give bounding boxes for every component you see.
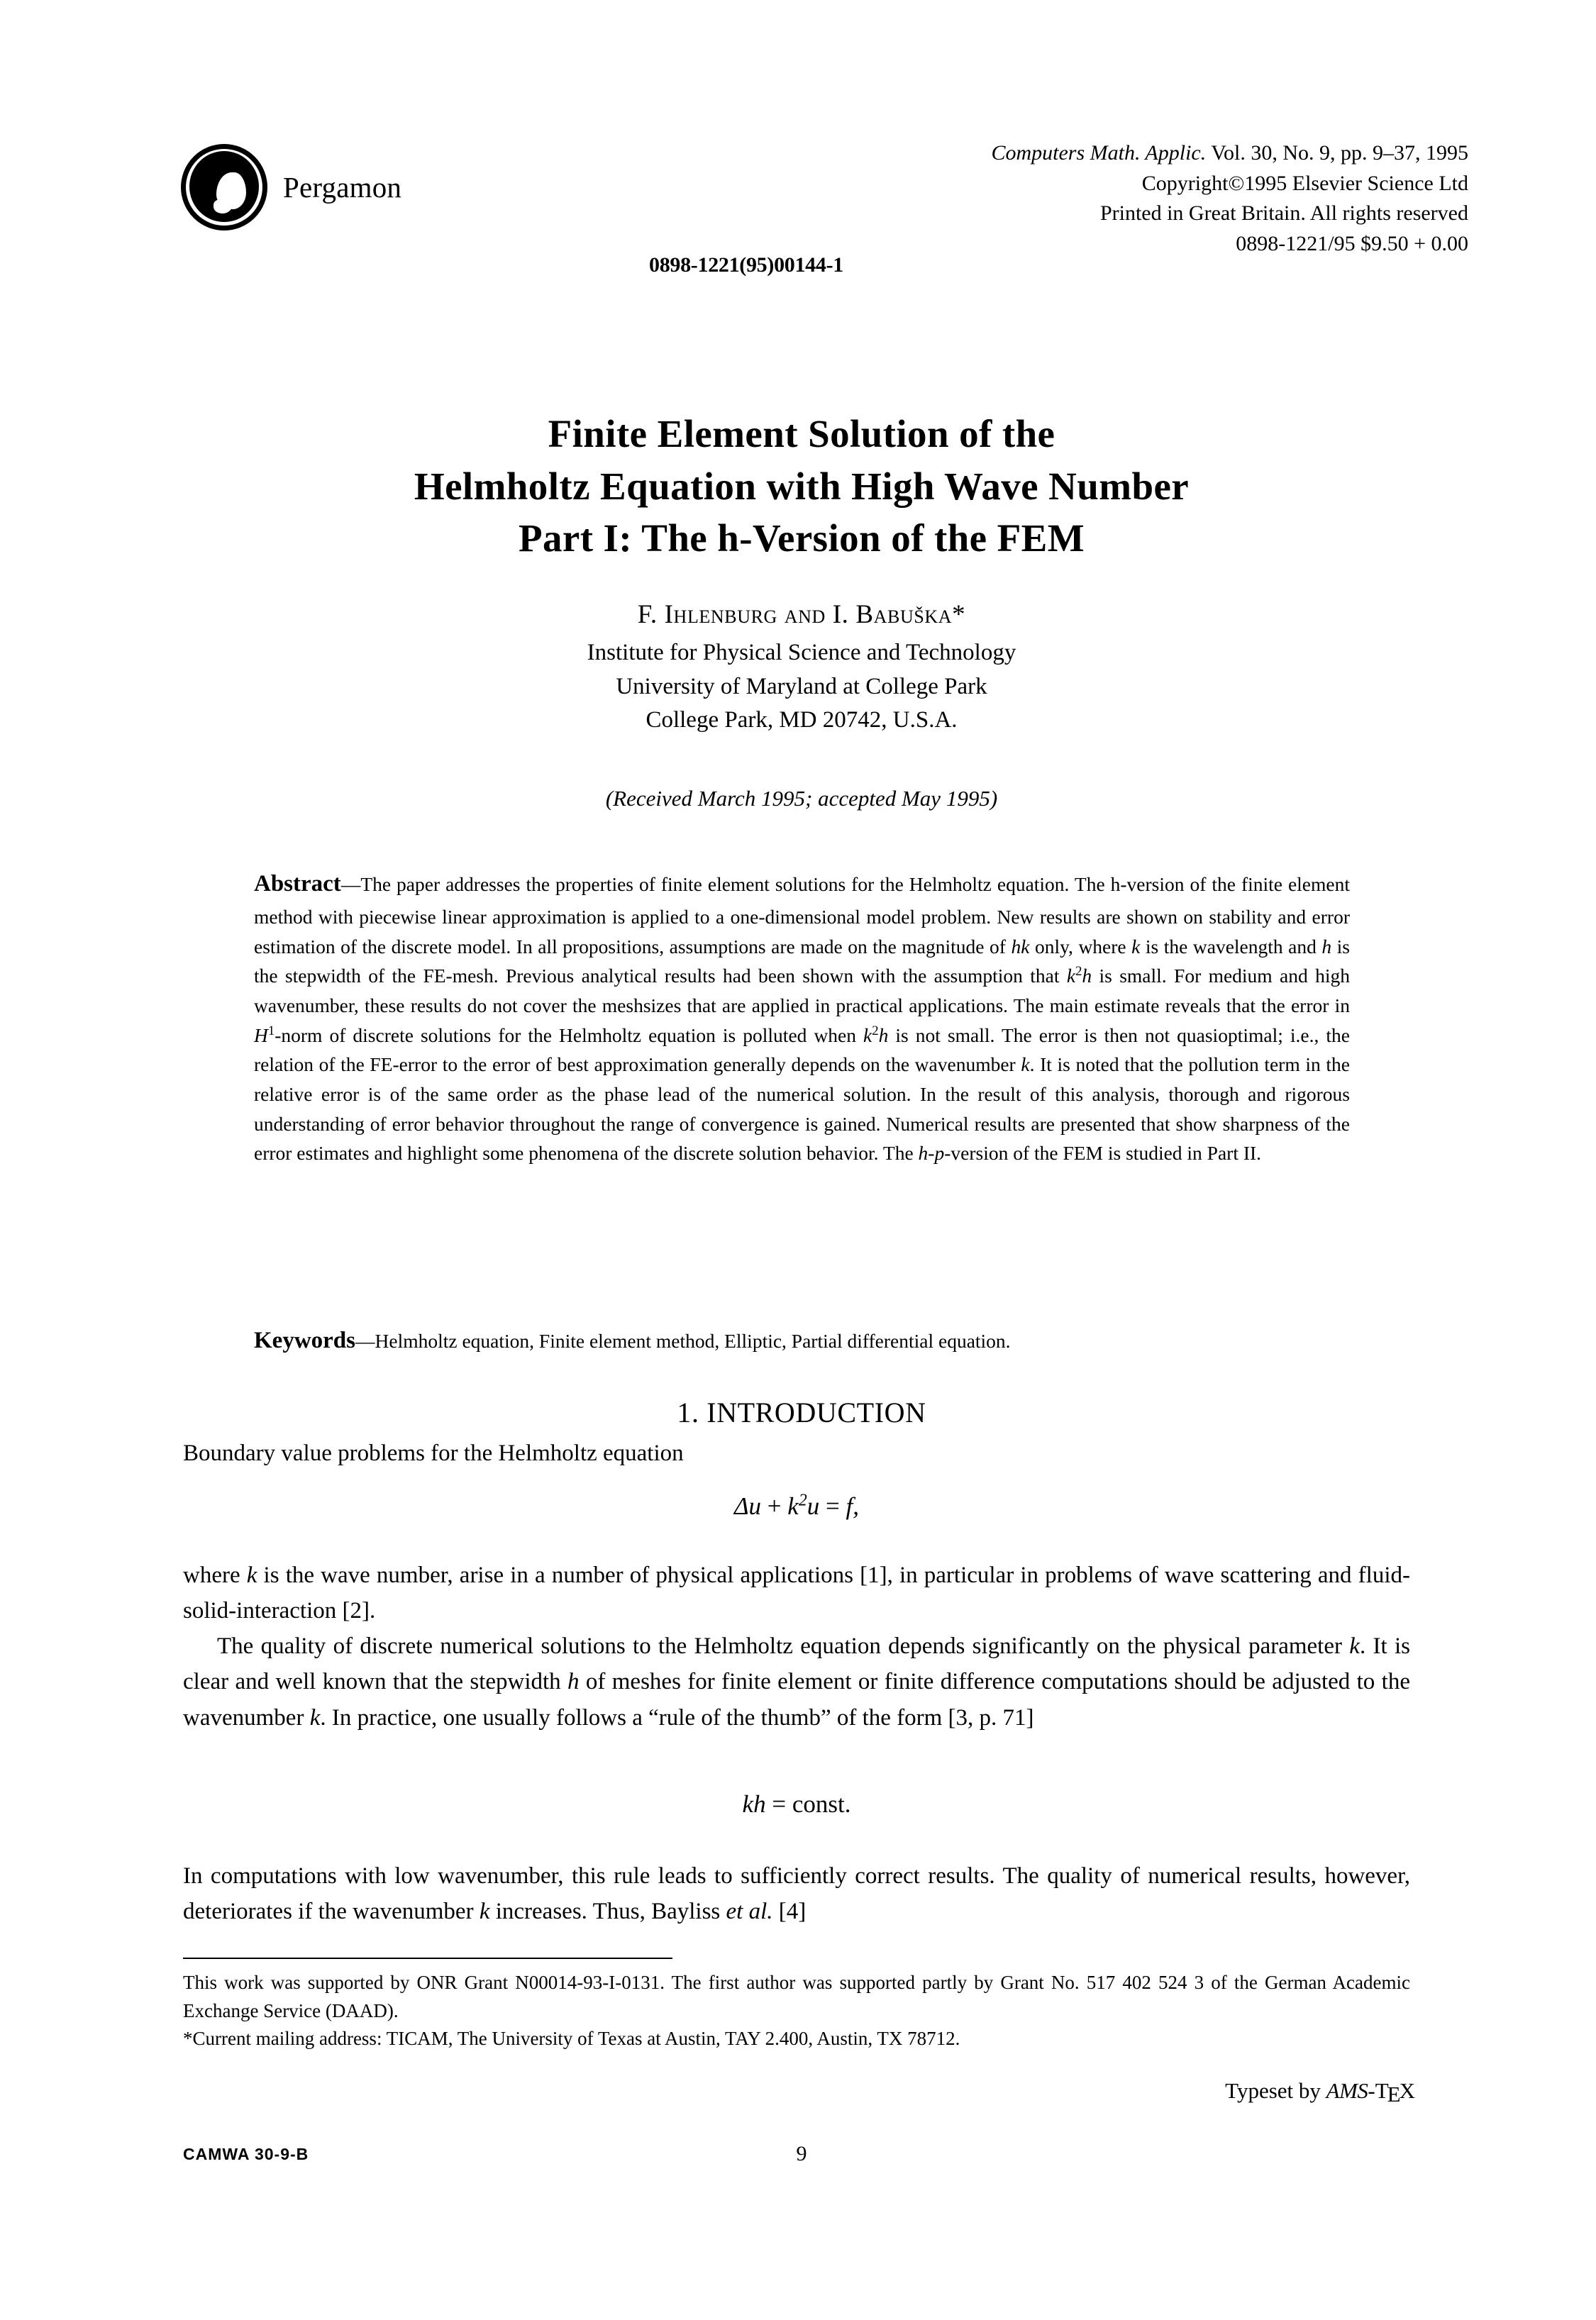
abstract-label: Abstract bbox=[254, 871, 341, 897]
p3-math-k-2: k bbox=[309, 1704, 321, 1731]
p3-math-k-1: k bbox=[1349, 1633, 1360, 1660]
author-surname-2: Babuška bbox=[855, 600, 953, 629]
received-accepted-line: (Received March 1995; accepted May 1995) bbox=[605, 786, 998, 811]
abstract-math-h-1: h bbox=[1321, 935, 1332, 958]
publisher-logo-block bbox=[181, 144, 401, 231]
publisher-name: Pergamon bbox=[283, 171, 402, 204]
copyright-line: Copyright©1995 Elsevier Science Ltd bbox=[1141, 171, 1468, 195]
journal-name: Computers Math. Applic. bbox=[991, 141, 1207, 165]
footnote-separator-rule bbox=[183, 1958, 672, 1959]
keywords-list: Helmholtz equation, Finite element method, Elliptic, Partial differential equation. bbox=[375, 1330, 1011, 1352]
abstract-text-2: only, where bbox=[1029, 935, 1132, 958]
body-paragraph-group-2 bbox=[183, 1558, 1410, 1736]
printed-line: Printed in Great Britain. All rights reserved bbox=[1099, 201, 1468, 226]
body-paragraph-4 bbox=[183, 1858, 1410, 1929]
typeset-tex-x: X bbox=[1399, 2078, 1415, 2103]
typeset-tex-t: -T bbox=[1368, 2078, 1389, 2103]
abstract-math-k2h-1-tail: h bbox=[1082, 965, 1092, 987]
affiliation-line-1: Institute for Physical Science and Technology bbox=[587, 640, 1016, 665]
p4-text-b: increases. Thus, Bayliss bbox=[489, 1899, 726, 1925]
abstract-text-5: is small. For medium and high wavenumber, these results do not cover the meshsizes that are applied in practical applications. The main estimate reveals that the error in bbox=[254, 965, 1351, 1016]
abstract-text-3: is the wavelength and bbox=[1140, 935, 1322, 958]
footnote-funding: This work was supported by ONR Grant N00014-93-I-0131. The first author was supported partly by Grant No. 517 402 524 3 of the German Academic Exchange Service (DAAD). bbox=[183, 1972, 1410, 2021]
article-code: 0898-1221(95)00144-1 bbox=[649, 253, 843, 277]
p4-math-k: k bbox=[479, 1899, 490, 1925]
author-conjunction: and I. bbox=[777, 600, 856, 629]
pergamon-coin-logo-icon bbox=[181, 144, 267, 231]
abstract-math-k2h-2-exponent: 2 bbox=[872, 1023, 879, 1038]
p3-text-c: of meshes for finite element or finite difference computations should be adjusted to the wavenumber bbox=[183, 1669, 1410, 1731]
abstract-text-4: is the stepwidth of the FE-mesh. Previous analytical results had been shown with the assumption that bbox=[254, 935, 1351, 987]
author-initial-1: F. bbox=[637, 600, 665, 629]
keywords-block bbox=[254, 1323, 1350, 1359]
author-byline bbox=[128, 599, 1475, 630]
author-surname-1: Ihlenburg bbox=[664, 600, 777, 629]
author-block bbox=[128, 599, 1475, 738]
abstract-math-k2h-1-exponent: 2 bbox=[1075, 964, 1082, 979]
abstract-text-7: is not small. The error is then not quasioptimal; i.e., the relation of the FE-error to the error of best approximation generally depends on the wavenumber bbox=[254, 1023, 1350, 1076]
title-line-1: Finite Element Solution of the bbox=[548, 412, 1055, 455]
equation-rule-of-thumb bbox=[183, 1790, 1410, 1819]
publication-info bbox=[991, 138, 1468, 259]
intro-sentence: Boundary value problems for the Helmholtz equation bbox=[183, 1441, 684, 1466]
eq1-delta-u: Δu bbox=[734, 1492, 762, 1520]
abstract-block bbox=[254, 867, 1350, 1168]
affiliation-line-3: College Park, MD 20742, U.S.A. bbox=[645, 707, 958, 733]
p4-text-c: [4] bbox=[772, 1899, 807, 1925]
abstract-math-k2h-1: k bbox=[1066, 965, 1076, 987]
abstract-text-9: -version of the FEM is studied in Part II. bbox=[944, 1142, 1262, 1165]
p3-text-a: The quality of discrete numerical solutions to the Helmholtz equation depends significantly on the physical parameter bbox=[217, 1633, 1350, 1660]
keywords-dash: — bbox=[355, 1330, 375, 1352]
eq2-equals: = bbox=[765, 1790, 792, 1818]
eq1-equals: = bbox=[819, 1492, 846, 1520]
p2-math-k: k bbox=[246, 1563, 257, 1588]
eq1-plus: + bbox=[761, 1492, 788, 1520]
footnote-mailing-address: *Current mailing address: TICAM, The University of Texas at Austin, TAY 2.400, Austin, TX 78712. bbox=[183, 2028, 960, 2050]
body-paragraph-3 bbox=[183, 1628, 1410, 1735]
eq1-u: u bbox=[807, 1492, 820, 1520]
abstract-text-1: The paper addresses the properties of finite element solutions for the Helmholtz equation. The h-version of the finite element method with piecewise linear approximation is applied to a one-dimensional model problem. New results are shown on stability and error estimation of the discrete model. In all propositions, assumptions are made on the magnitude of bbox=[254, 873, 1350, 958]
abstract-math-H: H bbox=[254, 1023, 268, 1046]
abstract-math-k2h-2: k bbox=[863, 1023, 872, 1046]
footnote-block bbox=[183, 1969, 1410, 2053]
page-title bbox=[128, 408, 1475, 565]
abstract-math-hk: hk bbox=[1011, 935, 1030, 958]
affiliation-line-2: University of Maryland at College Park bbox=[616, 673, 987, 699]
eq2-kh: kh bbox=[742, 1790, 766, 1818]
title-line-3: Part I: The h-Version of the FEM bbox=[518, 516, 1085, 560]
p3-text-b: . It is clear and well known that the stepwidth bbox=[183, 1633, 1410, 1695]
typeset-credit bbox=[1225, 2078, 1415, 2107]
page-number: 9 bbox=[796, 2142, 807, 2165]
abstract-math-hp: h-p bbox=[918, 1142, 945, 1165]
typeset-prefix: Typeset by bbox=[1225, 2078, 1326, 2103]
body-paragraph-group-4 bbox=[183, 1858, 1410, 1929]
abstract-text-8: . It is noted that the pollution term in the relative error is of the same order as the phase lead of the numerical solution. In the result of this analysis, thorough and rigorous understanding of error behavior throughout the range of convergence is gained. Numerical results are presented that show sharpness of the error estimates and highlight some phenomena of the discrete solution behavior. The bbox=[254, 1053, 1350, 1165]
keywords-label: Keywords bbox=[254, 1328, 355, 1353]
eq1-k-exponent: 2 bbox=[798, 1491, 807, 1510]
p4-etal: et al. bbox=[726, 1899, 773, 1925]
masthead bbox=[181, 138, 1468, 294]
eq1-k: k bbox=[787, 1492, 799, 1520]
title-line-2: Helmholtz Equation with High Wave Number bbox=[414, 464, 1190, 508]
abstract-text-6: -norm of discrete solutions for the Helmholtz equation is polluted when bbox=[275, 1023, 864, 1046]
journal-signature-code: CAMWA 30-9-B bbox=[183, 2145, 309, 2163]
body-paragraph-1 bbox=[183, 1436, 1410, 1471]
p3-text-d: . In practice, one usually follows a “rule of the thumb” of the form [3, p. 71] bbox=[320, 1704, 1034, 1731]
abstract-math-k2h-2-tail: h bbox=[878, 1023, 889, 1046]
abstract-math-k-1: k bbox=[1131, 935, 1141, 958]
p2-text-a: where bbox=[183, 1563, 247, 1588]
section-heading-introduction: 1. INTRODUCTION bbox=[677, 1397, 926, 1428]
eq2-const: const. bbox=[792, 1790, 851, 1818]
eq1-f: f, bbox=[846, 1492, 859, 1520]
typeset-tex-e: E bbox=[1387, 2082, 1401, 2107]
p3-math-h: h bbox=[567, 1669, 580, 1695]
issn-price-line: 0898-1221/95 $9.50 + 0.00 bbox=[1236, 231, 1468, 255]
abstract-math-k-3: k bbox=[1021, 1053, 1030, 1076]
body-paragraph-2 bbox=[183, 1558, 1410, 1628]
journal-volume-pages: Vol. 30, No. 9, pp. 9–37, 1995 bbox=[1206, 141, 1468, 165]
abstract-dash: — bbox=[340, 873, 361, 895]
author-footnote-marker: * bbox=[952, 600, 966, 629]
p4-text-a: In computations with low wavenumber, this rule leads to sufficiently correct results. The quality of numerical results, however, deteriorates if the wavenumber bbox=[183, 1863, 1410, 1925]
journal-citation bbox=[991, 138, 1468, 169]
abstract-math-H-exponent: 1 bbox=[267, 1023, 275, 1038]
typeset-ams-logo: AMS bbox=[1326, 2078, 1368, 2103]
p2-text-b: is the wave number, arise in a number of physical applications [1], in particular in problems of wave scattering and fluid-solid-interaction [2]. bbox=[183, 1563, 1410, 1624]
equation-helmholtz bbox=[183, 1492, 1410, 1521]
